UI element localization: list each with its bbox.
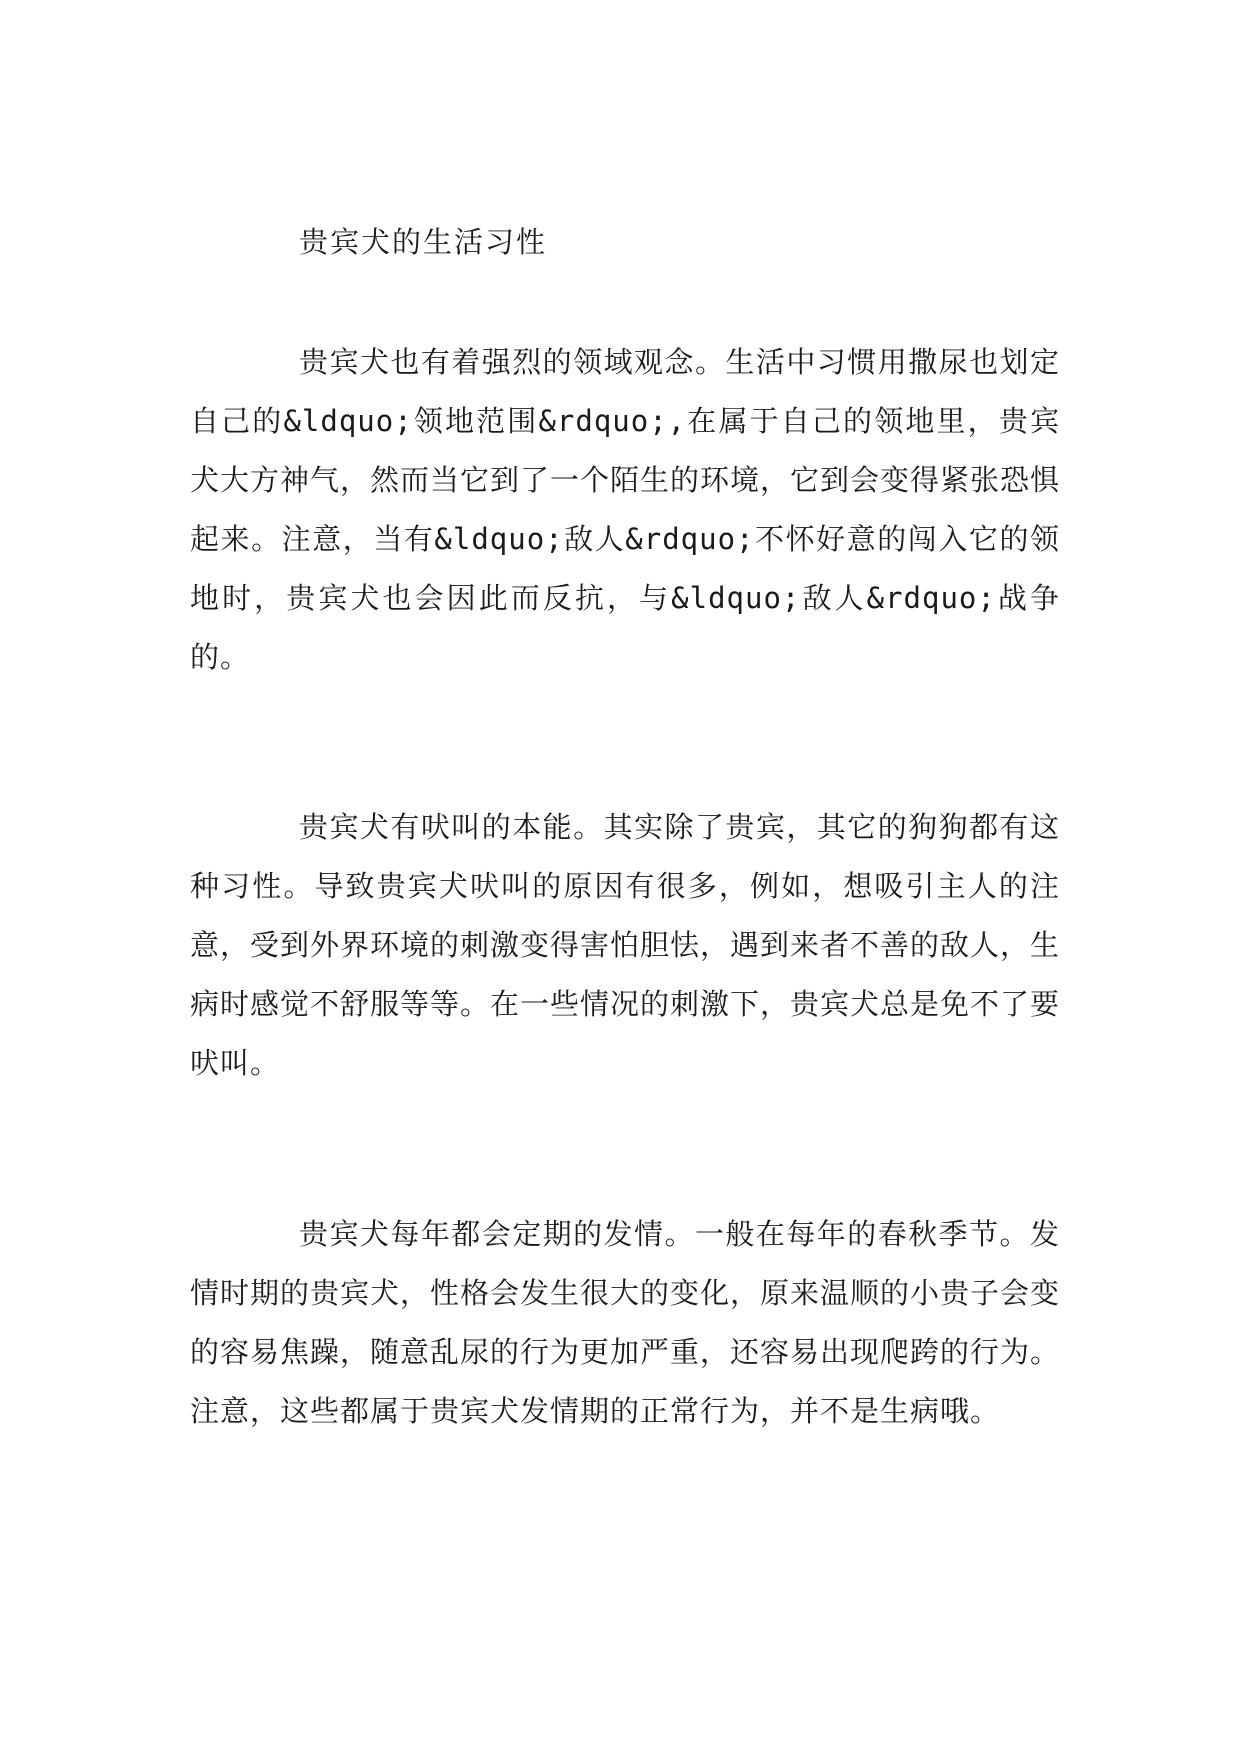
document-title: 贵宾犬的生活习性	[299, 225, 548, 259]
paragraph-barking: 贵宾犬有吠叫的本能。其实除了贵宾，其它的狗狗都有这种习性。导致贵宾犬吠叫的原因有很多，例如，想吸引主人的注意，受到外界环境的刺激变得害怕胆怯，遇到来者不善的敌人，生病时感觉不舒服等等。在一些情况的刺激下，贵宾犬总是免不了要吠叫。	[190, 810, 1061, 1080]
paragraph-estrus: 贵宾犬每年都会定期的发情。一般在每年的春秋季节。发情时期的贵宾犬，性格会发生很大的变化，原来温顺的小贵子会变的容易焦躁，随意乱尿的行为更加严重，还容易出现爬跨的行为。注意，这些都属于贵宾犬发情期的正常行为，并不是生病哦。	[190, 1217, 1061, 1428]
paragraph-territory: 贵宾犬也有着强烈的领域观念。生活中习惯用撒尿也划定自己的&ldquo;领地范围&rdquo;,在属于自己的领地里，贵宾犬大方神气，然而当它到了一个陌生的环境，它到会变得紧张恐惧起来。注意，当有&ldquo;敌人&rdquo;不怀好意的闯入它的领地时，贵宾犬也会因此而反抗，与&ldquo;敌人&rdquo;战争的。	[190, 345, 1061, 674]
